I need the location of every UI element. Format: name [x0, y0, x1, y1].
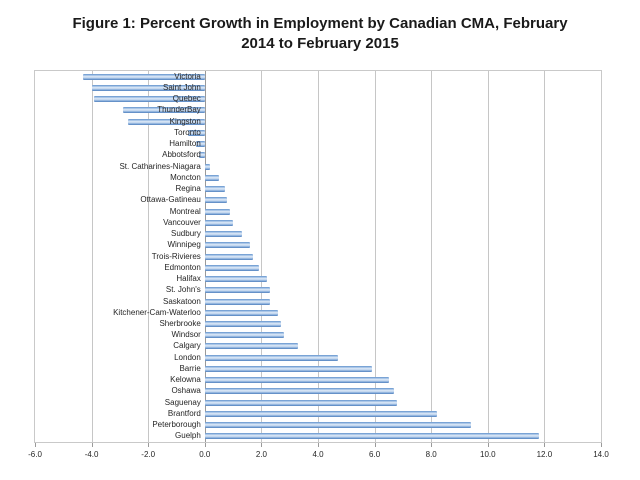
category-label-peterborough: Peterborough [152, 420, 201, 430]
bar-ottawa-gatineau [205, 197, 228, 203]
bar-kitchener-cam-waterloo [205, 310, 279, 316]
category-label-sherbrooke: Sherbrooke [159, 319, 201, 328]
x-axis-label: -4.0 [84, 450, 99, 459]
category-label-kitchener-cam-waterloo: Kitchener-Cam-Waterloo [113, 307, 201, 317]
bar-saskatoon [205, 299, 270, 305]
bar-oshawa [205, 388, 395, 394]
x-axis-label: 6.0 [369, 450, 381, 459]
x-axis-label: -2.0 [141, 450, 156, 459]
x-axis-label: 4.0 [312, 450, 324, 459]
category-label-halifax: Halifax [176, 274, 201, 283]
x-axis-label: 14.0 [593, 450, 609, 459]
bar-winnipeg [205, 242, 250, 248]
bar-edmonton [205, 265, 259, 271]
axis-tick [35, 443, 36, 447]
category-label-saguenay: Saguenay [164, 397, 201, 407]
gridline [544, 71, 545, 442]
category-label-kingston: Kingston [169, 116, 201, 126]
chart-title [0, 14, 640, 54]
chart-title-line2: 2014 to February 2015 [241, 35, 399, 52]
plot-area [34, 70, 602, 443]
x-axis-label: 8.0 [425, 450, 437, 459]
bar-montreal [205, 209, 231, 215]
bar-vancouver [205, 220, 233, 226]
bar-trois-rivieres [205, 254, 253, 260]
bar-guelph [205, 433, 539, 439]
category-label-winnipeg: Winnipeg [167, 240, 201, 250]
gridline [431, 71, 432, 442]
axis-tick [205, 443, 206, 447]
bar-sudbury [205, 231, 242, 237]
bar-st-catharines-niagara [205, 164, 211, 170]
x-axis-label: 2.0 [255, 450, 267, 459]
category-label-windsor: Windsor [171, 330, 201, 340]
category-label-victoria: Victoria [174, 71, 201, 81]
axis-tick [601, 443, 602, 447]
bar-halifax [205, 276, 267, 282]
x-axis-label: -6.0 [28, 450, 42, 459]
category-label-guelph: Guelph [175, 431, 201, 441]
category-label-trois-rivieres: Trois-Rivieres [151, 251, 201, 261]
category-label-edmonton: Edmonton [164, 262, 201, 272]
category-label-st-john-s: St. John's [165, 285, 201, 295]
axis-tick [488, 443, 489, 447]
category-label-sudbury: Sudbury [171, 229, 201, 238]
x-axis-label: 12.0 [536, 450, 553, 459]
axis-tick [318, 443, 319, 447]
axis-tick [375, 443, 376, 447]
category-label-thunderbay: ThunderBay [157, 105, 201, 115]
bar-sherbrooke [205, 321, 281, 327]
chart-title-line1: Figure 1: Percent Growth in Employment by Canadian CMA, February [72, 15, 568, 32]
gridline [375, 71, 376, 442]
bar-st-john-s [205, 287, 270, 293]
axis-tick [261, 443, 262, 447]
category-label-saint-john: Saint John [163, 82, 201, 92]
bar-barrie [205, 366, 372, 372]
x-axis-label: 10.0 [480, 450, 496, 459]
axis-tick [92, 443, 93, 447]
category-label-calgary: Calgary [173, 341, 201, 351]
gridline [488, 71, 489, 442]
category-label-abbotsford: Abbotsford [162, 150, 201, 160]
bar-calgary [205, 343, 298, 349]
category-label-oshawa: Oshawa [171, 386, 201, 396]
category-label-brantford: Brantford [167, 408, 201, 418]
gridline [318, 71, 319, 442]
bar-moncton [205, 175, 219, 181]
category-label-vancouver: Vancouver [163, 217, 201, 227]
bar-windsor [205, 332, 284, 338]
category-label-saskatoon: Saskatoon [163, 296, 201, 306]
axis-tick [431, 443, 432, 447]
x-axis-label: 0.0 [199, 450, 211, 459]
gridline [92, 71, 93, 442]
axis-tick [148, 443, 149, 447]
category-label-st-catharines-niagara: St. Catharines-Niagara [119, 161, 201, 171]
category-label-moncton: Moncton [170, 172, 201, 182]
bar-london [205, 355, 338, 361]
category-label-ottawa-gatineau: Ottawa-Gatineau [140, 195, 201, 205]
category-label-regina: Regina [175, 184, 201, 193]
category-label-kelowna: Kelowna [170, 375, 201, 385]
category-label-barrie: Barrie [179, 363, 201, 373]
category-label-montreal: Montreal [169, 206, 201, 216]
bar-brantford [205, 411, 437, 417]
bar-kelowna [205, 377, 389, 383]
category-label-quebec: Quebec [172, 94, 201, 104]
gridline [148, 71, 149, 442]
category-label-toronto: Toronto [174, 127, 201, 137]
category-label-london: London [174, 352, 201, 362]
bar-regina [205, 186, 225, 192]
bar-saguenay [205, 400, 397, 406]
bar-peterborough [205, 422, 471, 428]
axis-tick [544, 443, 545, 447]
gridline [261, 71, 262, 442]
category-label-hamilton: Hamilton [169, 139, 201, 149]
